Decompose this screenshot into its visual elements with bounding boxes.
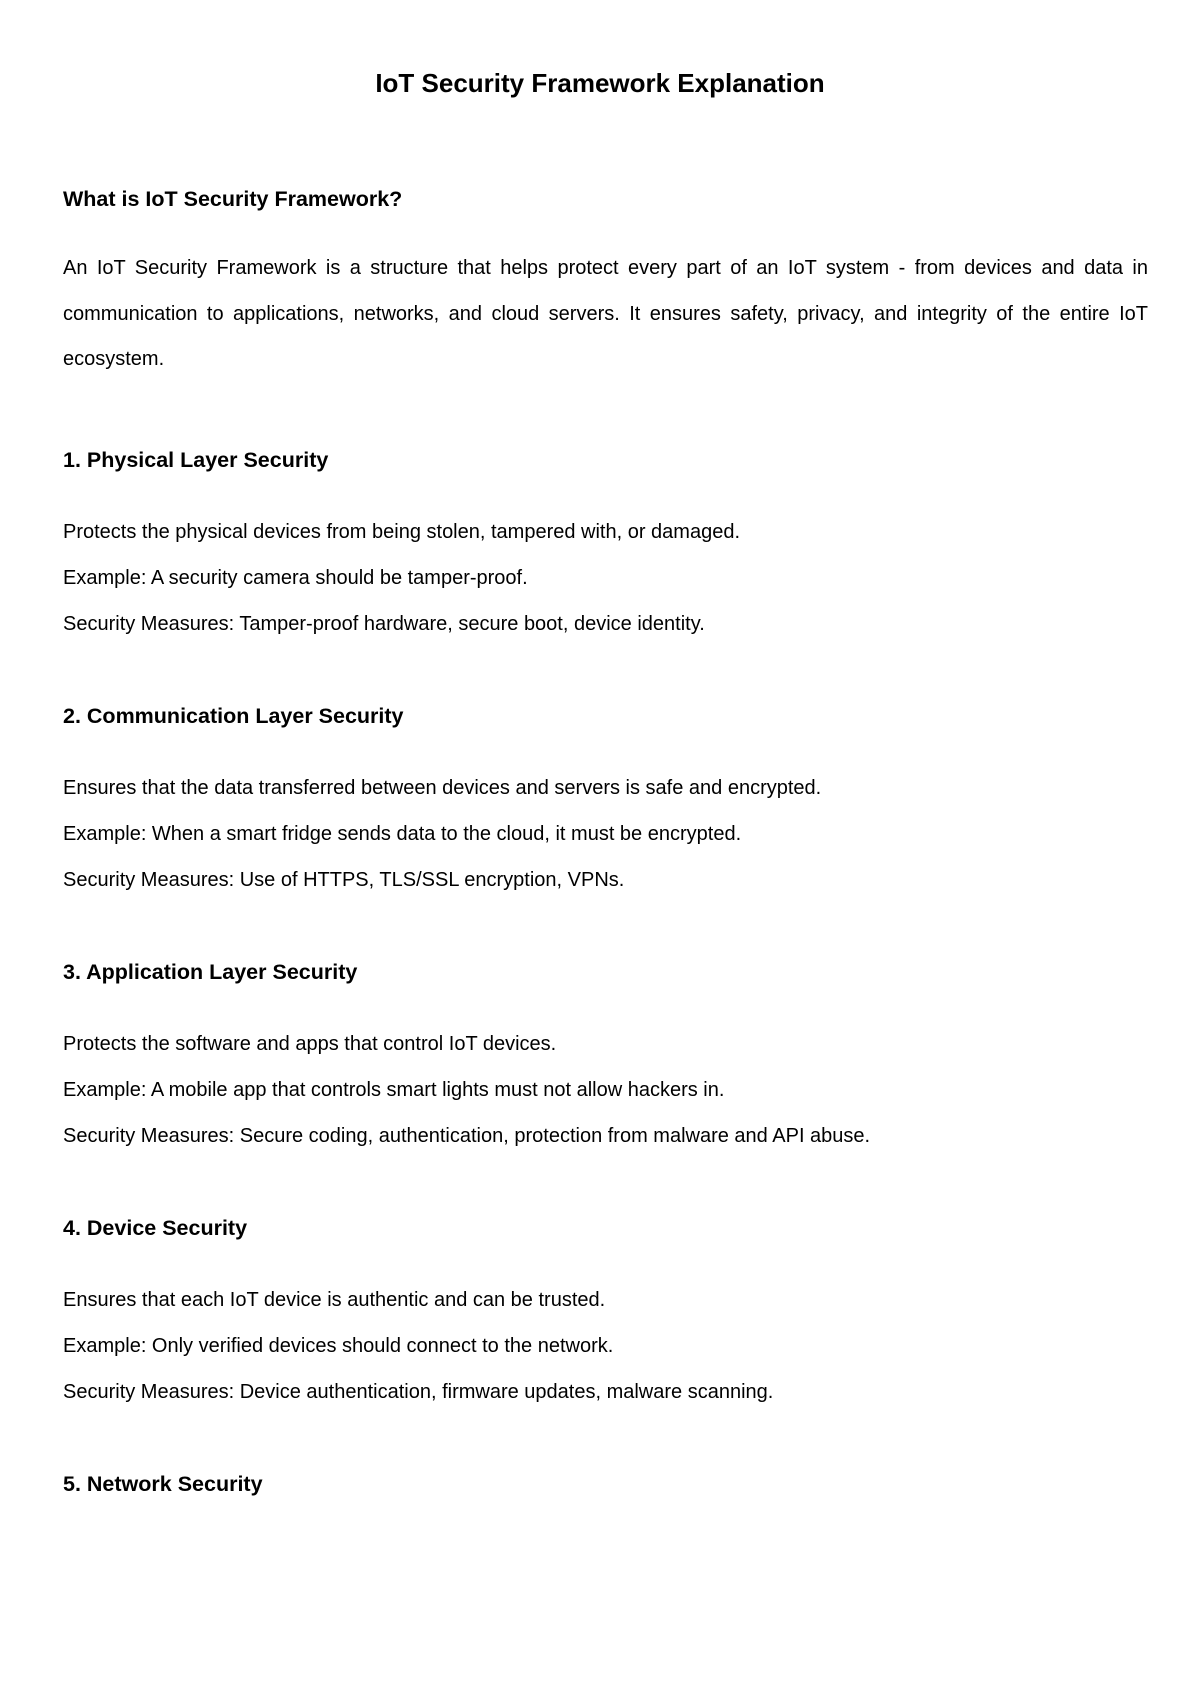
section-heading: 2. Communication Layer Security [63, 703, 404, 728]
section-device-security [63, 1213, 1148, 1407]
section-description: Ensures that each IoT device is authentic and can be trusted. [63, 1288, 606, 1311]
section-measures: Security Measures: Device authentication, firmware updates, malware scanning. [63, 1380, 774, 1403]
section-body [63, 1285, 1148, 1407]
section-communication-layer [63, 701, 1148, 895]
document-title: IoT Security Framework Explanation [375, 68, 825, 98]
section-description: Ensures that the data transferred between devices and servers is safe and encrypted. [63, 776, 822, 799]
section-body [63, 1029, 1148, 1151]
section-body [63, 773, 1148, 895]
section-example: Example: A mobile app that controls smart lights must not allow hackers in. [63, 1078, 725, 1101]
section-description: Protects the physical devices from being stolen, tampered with, or damaged. [63, 520, 741, 543]
section-measures: Security Measures: Tamper-proof hardware, secure boot, device identity. [63, 612, 705, 635]
section-example: Example: Only verified devices should connect to the network. [63, 1334, 614, 1357]
document-body [63, 184, 1148, 1499]
section-heading: 5. Network Security [63, 1471, 263, 1496]
section-example: Example: When a smart fridge sends data to the cloud, it must be encrypted. [63, 822, 742, 845]
section-application-layer [63, 957, 1148, 1151]
section-body [63, 517, 1148, 639]
intro-paragraph: An IoT Security Framework is a structure that helps protect every part of an IoT system - from devices and data in communication to applications, networks, and cloud servers. It ensures safety, privacy, and integrity of the entire IoT ecosystem. [63, 257, 1148, 370]
section-heading: 1. Physical Layer Security [63, 447, 329, 472]
section-description: Protects the software and apps that control IoT devices. [63, 1032, 557, 1055]
section-heading: 3. Application Layer Security [63, 959, 358, 984]
section-heading: 4. Device Security [63, 1215, 248, 1240]
section-measures: Security Measures: Secure coding, authentication, protection from malware and API abuse. [63, 1124, 871, 1147]
section-measures: Security Measures: Use of HTTPS, TLS/SSL encryption, VPNs. [63, 868, 625, 891]
section-example: Example: A security camera should be tamper-proof. [63, 566, 528, 589]
section-network-security [63, 1469, 1148, 1499]
intro-heading: What is IoT Security Framework? [63, 187, 403, 211]
section-physical-layer [63, 445, 1148, 639]
intro-section [63, 184, 1148, 383]
